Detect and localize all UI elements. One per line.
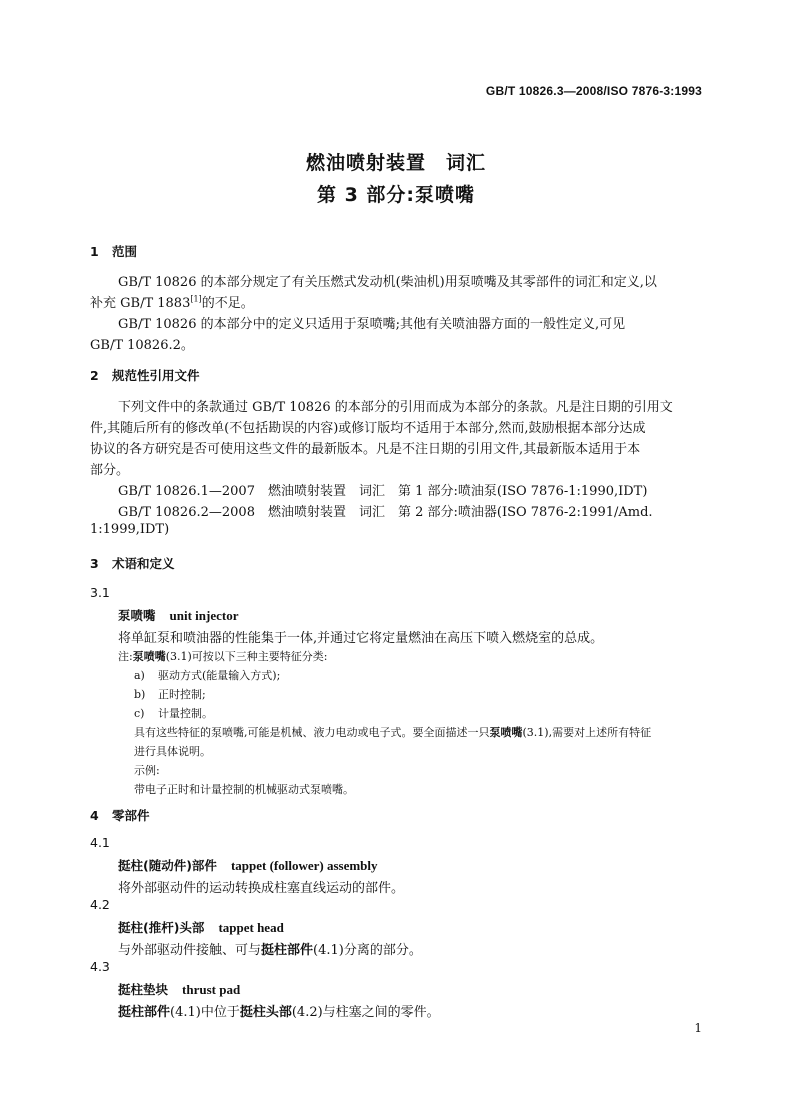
example-text: 带电子正时和计量控制的机械驱动式泵喷嘴。	[134, 783, 354, 796]
document-header: GB/T 10826.3—2008/ISO 7876-3:1993	[485, 84, 702, 98]
note-item-b: b) 正时控制;	[134, 688, 206, 701]
term-3-1-definition: 将单缸泵和喷油器的性能集于一体,并通过它将定量燃油在高压下喷入燃烧室的总成。	[118, 631, 604, 646]
section-1-paragraph-2-line-2: GB/T 10826.2。	[90, 338, 194, 353]
section-2-paragraph-line-2: 件,其随后所有的修改单(不包括勘误的内容)或修订版均不适用于本部分,然而,鼓励根据本部分达成	[90, 421, 646, 436]
term-4-2-title: 挺柱(推杆)头部 tappet head	[118, 920, 284, 935]
term-3-1-note: 注:泵喷嘴(3.1)可按以下三种主要特征分类:	[118, 650, 328, 663]
section-2-paragraph-line-4: 部分。	[90, 463, 130, 478]
note-item-c: c) 计量控制。	[134, 707, 213, 720]
reference-1: GB/T 10826.1—2007 燃油喷射装置 词汇 第 1 部分:喷油泵(ISO 7876-1:1990,IDT)	[118, 484, 648, 499]
page-number: 1	[694, 1021, 702, 1035]
term-4-2-definition: 与外部驱动件接触、可与挺柱部件(4.1)分离的部分。	[118, 943, 422, 958]
reference-2-line-2: 1:1999,IDT)	[90, 522, 170, 537]
section-4-heading: 4 零部件	[90, 808, 150, 823]
note-paragraph-line-2: 进行具体说明。	[134, 745, 211, 758]
section-2-paragraph-line-1: 下列文件中的条款通过 GB/T 10826 的本部分的引用而成为本部分的条款。凡是注日期的引用文	[118, 400, 673, 415]
term-4-2-number: 4.2	[90, 897, 110, 912]
section-1-paragraph-2-line-1: GB/T 10826 的本部分中的定义只适用于泵喷嘴;其他有关喷油器方面的一般性定义,可见	[118, 317, 626, 332]
document-title: 燃油喷射装置 词汇	[305, 152, 486, 174]
term-4-1-title: 挺柱(随动件)部件 tappet (follower) assembly	[118, 858, 378, 873]
section-2-heading: 2 规范性引用文件	[90, 368, 200, 383]
reference-marker: [1]	[190, 294, 202, 304]
section-1-heading: 1 范围	[90, 244, 138, 259]
term-3-1-number: 3.1	[90, 585, 110, 600]
note-paragraph-line-1: 具有这些特征的泵喷嘴,可能是机械、液力电动或电子式。要全面描述一只泵喷嘴(3.1),需要对上述所有特征	[134, 726, 652, 739]
section-3-heading: 3 术语和定义	[90, 556, 175, 571]
term-3-1-title: 泵喷嘴 unit injector	[118, 608, 239, 623]
term-4-3-title: 挺柱垫块 thrust pad	[118, 982, 241, 997]
term-4-3-definition: 挺柱部件(4.1)中位于挺柱头部(4.2)与柱塞之间的零件。	[118, 1005, 440, 1020]
reference-2-line-1: GB/T 10826.2—2008 燃油喷射装置 词汇 第 2 部分:喷油器(ISO 7876-2:1991/Amd.	[118, 505, 653, 520]
document-subtitle: 第 3 部分:泵喷嘴	[316, 184, 476, 206]
section-1-paragraph-1-line-2: 补充 GB/T 1883[1]的不足。	[90, 294, 254, 311]
note-item-a: a) 驱动方式(能量输入方式);	[134, 669, 281, 682]
term-4-3-number: 4.3	[90, 959, 110, 974]
example-label: 示例:	[134, 764, 160, 777]
term-4-1-definition: 将外部驱动件的运动转换成柱塞直线运动的部件。	[118, 881, 405, 896]
section-2-paragraph-line-3: 协议的各方研究是否可使用这些文件的最新版本。凡是不注日期的引用文件,其最新版本适用于本	[90, 442, 641, 457]
section-1-paragraph-1-line-1: GB/T 10826 的本部分规定了有关压燃式发动机(柴油机)用泵喷嘴及其零部件的词汇和定义,以	[118, 275, 657, 290]
term-4-1-number: 4.1	[90, 835, 110, 850]
